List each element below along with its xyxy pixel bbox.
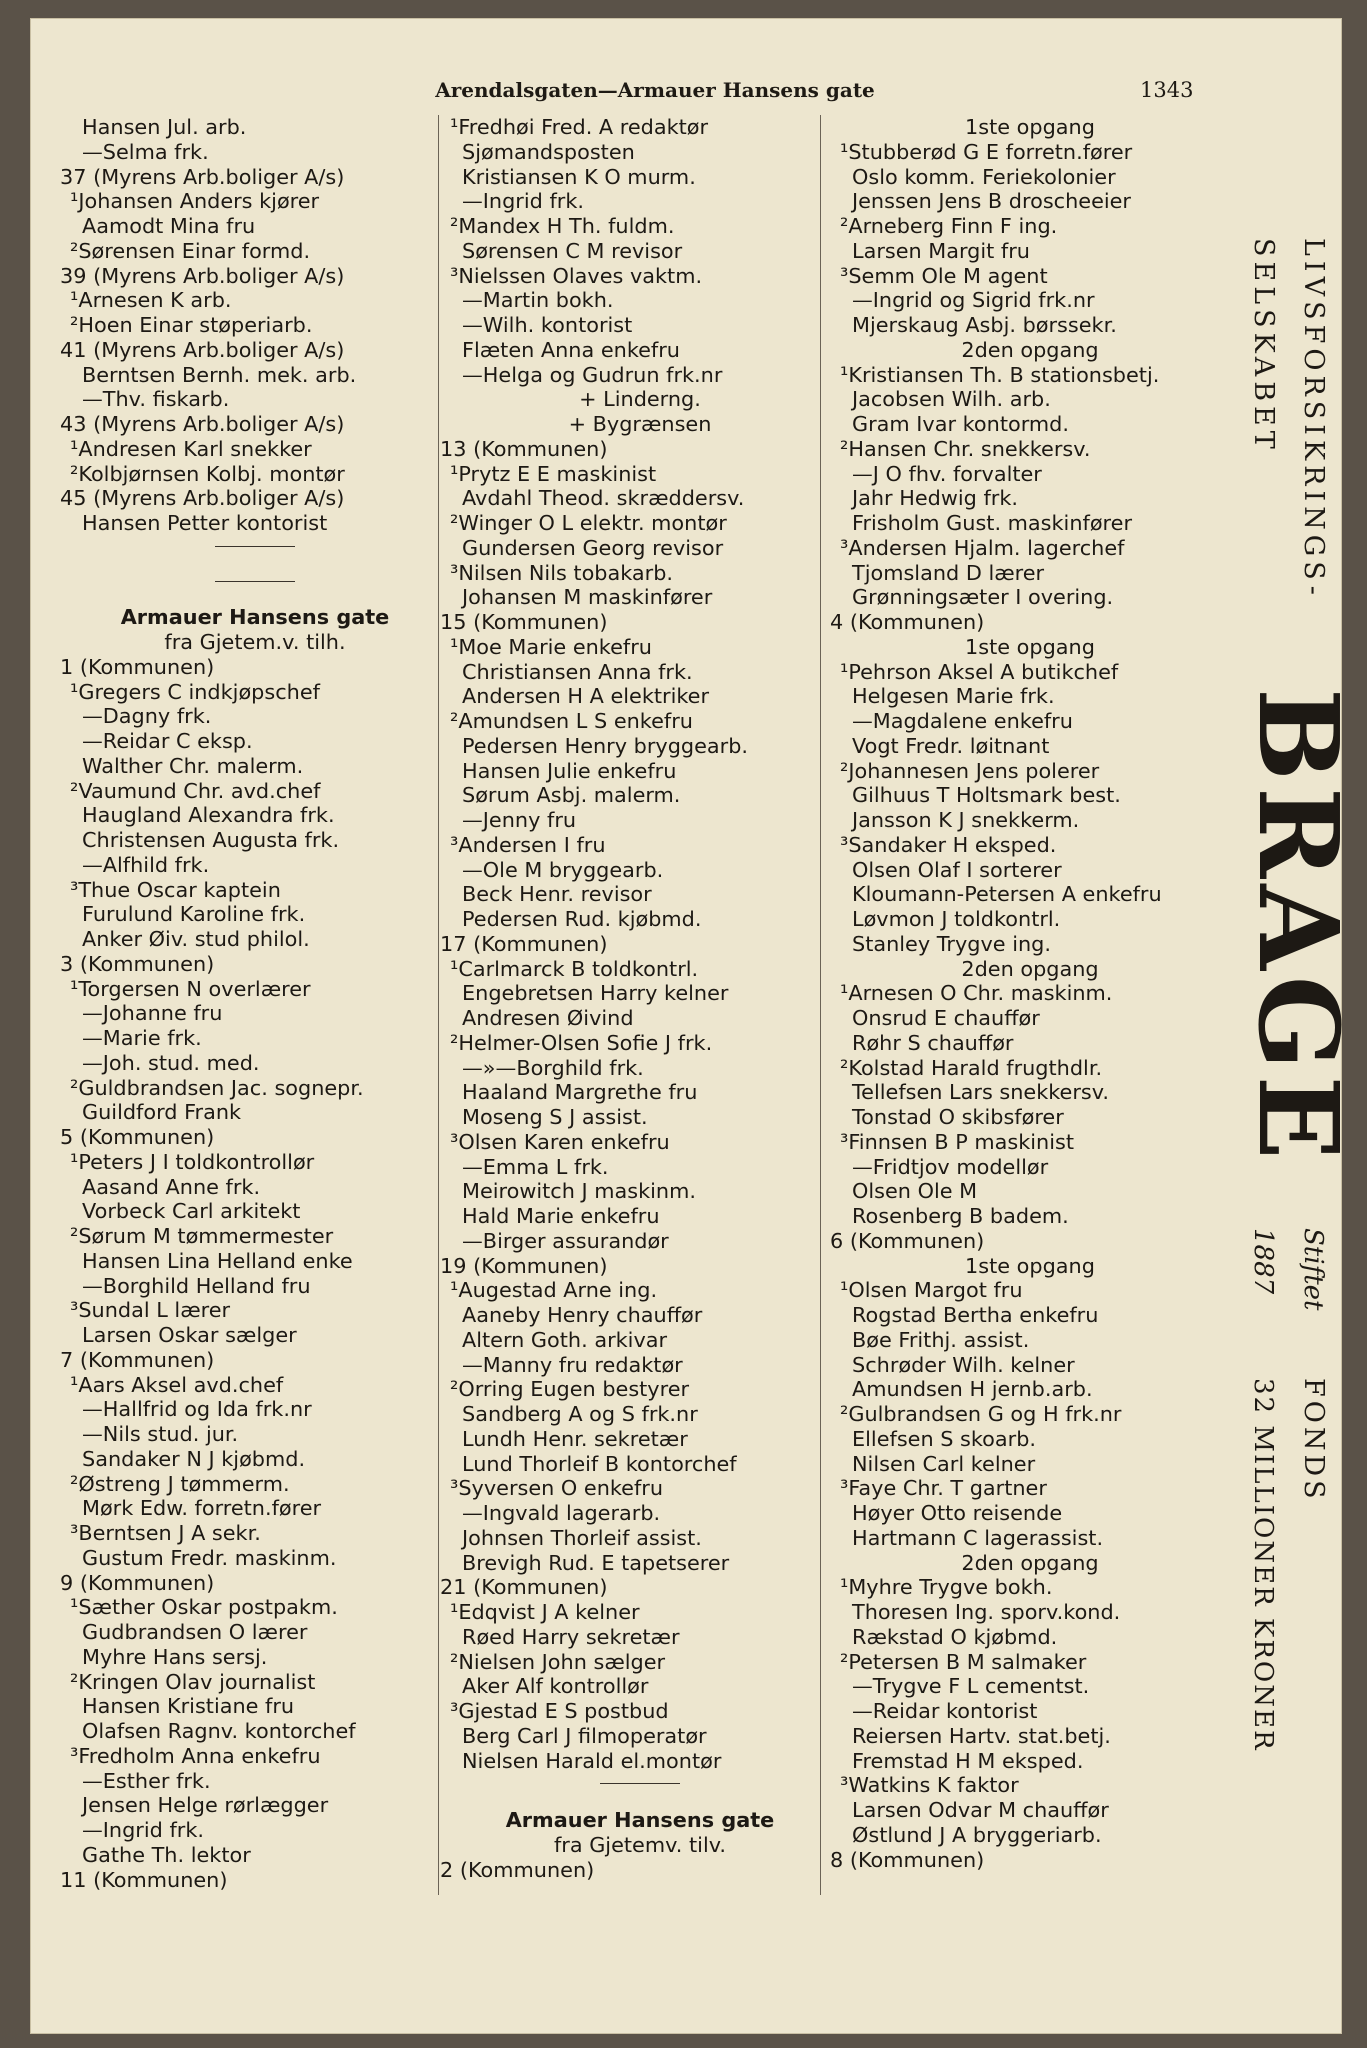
resident-entry: —Trygve F L cementst. [852, 1674, 1090, 1699]
resident-entry: Avdahl Theod. skræddersv. [462, 486, 745, 511]
house-number-entry: 37 (Myrens Arb.boliger A/s) [60, 164, 345, 189]
resident-entry: Vogt Fredr. løitnant [852, 733, 1050, 758]
resident-entry: Mjerskaug Asbj. børssekr. [852, 313, 1117, 337]
resident-entry: —»—Borghild frk. [462, 1055, 644, 1080]
ad-livsforsikrings: LIVSFORSIKRINGS- [1298, 238, 1329, 600]
resident-entry: Aamodt Mina fru [82, 214, 256, 238]
resident-entry: Sandaker N J kjøbmd. [82, 1446, 306, 1471]
resident-entry: —Hallfrid og Ida frk.nr [82, 1397, 312, 1422]
resident-entry: Stanley Trygve ing. [852, 931, 1051, 956]
resident-entry: —Selma frk. [82, 139, 209, 164]
resident-entry: ¹Pehrson Aksel A butikchef [840, 659, 1119, 684]
resident-entry: Tellefsen Lars snekkersv. [852, 1080, 1110, 1105]
resident-entry: ²Petersen B M salmaker [840, 1649, 1087, 1674]
resident-entry: Larsen Odvar M chauffør [852, 1798, 1109, 1822]
resident-entry: Berg Carl J filmoperatør [462, 1723, 707, 1748]
ad-year: 1887 [1248, 1228, 1278, 1295]
resident-entry: ³Sundal L lærer [70, 1298, 231, 1323]
resident-entry: Jahr Hedwig frk. [852, 486, 1018, 511]
resident-entry: —Magdalene enkefru [852, 709, 1073, 733]
resident-entry: Larsen Margit fru [852, 238, 1030, 263]
resident-entry: ³Finnsen B P maskinist [840, 1129, 1074, 1154]
resident-entry: Sørum Asbj. malerm. [462, 783, 681, 808]
resident-entry: Tjomsland D lærer [852, 560, 1045, 585]
resident-entry: —Martin bokh. [462, 288, 614, 313]
section-rule [60, 581, 450, 606]
resident-entry: ²Vaumund Chr. avd.chef [70, 778, 321, 803]
resident-entry: Bøe Frithj. assist. [852, 1327, 1030, 1352]
house-number-entry: 41 (Myrens Arb.boliger A/s) [60, 337, 345, 362]
house-number-entry: 17 (Kommunen) [440, 931, 608, 956]
street-heading: Armauer Hansens gate [505, 1808, 775, 1832]
house-number-entry: 6 (Kommunen) [830, 1228, 985, 1253]
resident-entry: —Borghild Helland fru [82, 1273, 311, 1298]
resident-entry: Nielsen Harald el.montør [462, 1748, 722, 1773]
resident-entry: ²Mandex H Th. fuldm. [450, 214, 675, 238]
page-number: 1343 [1140, 78, 1194, 102]
resident-entry: Sandberg A og S frk.nr [462, 1402, 698, 1426]
brage-advertisement [1234, 228, 1363, 1868]
resident-entry: Amundsen H jernb.arb. [852, 1377, 1093, 1402]
resident-entry: Johnsen Thorleif assist. [462, 1525, 702, 1550]
resident-entry: ³Faye Chr. T gartner [840, 1476, 1047, 1501]
resident-entry: Hansen Julie enkefru [462, 758, 677, 783]
resident-entry: ³Thue Oscar kaptein [70, 877, 281, 902]
resident-entry: Aasand Anne frk. [82, 1174, 261, 1199]
resident-entry: —Esther frk. [82, 1768, 211, 1793]
cross-street-marker: + Bygrænsen [568, 412, 712, 436]
column-divider [820, 115, 821, 1895]
column-divider [438, 115, 439, 1895]
resident-entry: Christensen Augusta frk. [82, 828, 340, 852]
section-rule [440, 1783, 840, 1808]
ad-amount: 32 MILLIONER KRONER [1248, 1378, 1278, 1752]
resident-entry: ²Østreng J tømmerm. [70, 1471, 290, 1496]
resident-entry: Rækstad O kjøbmd. [852, 1624, 1058, 1649]
page-header [30, 78, 1342, 108]
section-subheading: 2den opgang [961, 337, 1099, 362]
cross-street-marker: + Linderng. [579, 387, 701, 412]
resident-entry: —Johanne fru [82, 1001, 223, 1026]
house-number-entry: 3 (Kommunen) [60, 951, 215, 976]
resident-entry: Anker Øiv. stud philol. [82, 927, 310, 951]
house-number-entry: 9 (Kommunen) [60, 1570, 215, 1595]
resident-entry: Jensen Helge rørlægger [82, 1793, 329, 1818]
resident-entry: Lund Thorleif B kontorchef [462, 1451, 737, 1476]
ad-fonds: FONDS [1298, 1378, 1329, 1503]
divider-rule [215, 546, 295, 547]
resident-entry: Olafsen Ragnv. kontorchef [82, 1719, 356, 1743]
directory-column-1 [60, 115, 450, 1892]
resident-entry: Aker Alf kontrollør [462, 1674, 649, 1699]
resident-entry: Tonstad O skibsfører [852, 1105, 1064, 1129]
resident-entry: ³Nilsen Nils tobakarb. [450, 560, 674, 585]
resident-entry: —Fridtjov modellør [852, 1154, 1049, 1179]
resident-entry: —Joh. stud. med. [82, 1050, 260, 1075]
resident-entry: Reiersen Hartv. stat.betj. [852, 1723, 1111, 1748]
house-number-entry: 13 (Kommunen) [440, 436, 608, 461]
resident-entry: ¹Torgersen N overlærer [70, 976, 311, 1001]
resident-entry: —Manny fru redaktør [462, 1352, 683, 1377]
resident-entry: Pedersen Rud. kjøbmd. [462, 907, 702, 931]
directory-column-3 [830, 115, 1230, 1872]
resident-entry: ³Nielssen Olaves vaktm. [450, 263, 703, 288]
section-subheading: 1ste opgang [965, 634, 1095, 659]
resident-entry: Haaland Margrethe fru [462, 1080, 698, 1105]
directory-page [30, 18, 1363, 2034]
resident-entry: —Ole M bryggearb. [462, 857, 664, 882]
resident-entry: ²Gulbrandsen G og H frk.nr [840, 1402, 1122, 1426]
resident-entry: Johansen M maskinfører [462, 585, 713, 610]
resident-entry: —Ingvald lagerarb. [462, 1501, 661, 1525]
resident-entry: ³Fredholm Anna enkefru [70, 1743, 321, 1768]
house-number-entry: 43 (Myrens Arb.boliger A/s) [60, 412, 345, 436]
resident-entry: ¹Johansen Anders kjører [70, 189, 320, 214]
resident-entry: Sjømandsposten [462, 139, 635, 164]
resident-entry: Hansen Petter kontorist [82, 511, 328, 535]
house-number-entry: 11 (Kommunen) [60, 1867, 228, 1892]
resident-entry: Hansen Kristiane fru [82, 1694, 295, 1719]
resident-entry: Høyer Otto reisende [852, 1501, 1063, 1525]
resident-entry: —Alfhild frk. [82, 852, 210, 877]
resident-entry: ³Semm Ole M agent [840, 263, 1048, 288]
resident-entry: ¹Andresen Karl snekker [70, 436, 312, 461]
resident-entry: ²Sørum M tømmermester [70, 1224, 334, 1248]
resident-entry: —Helga og Gudrun frk.nr [462, 362, 723, 387]
resident-entry: ¹Edqvist J A kelner [450, 1600, 640, 1624]
resident-entry: ³Watkins K faktor [840, 1773, 1019, 1798]
resident-entry: ²Kolbjørnsen Kolbj. montør [70, 461, 345, 486]
resident-entry: Lundh Henr. sekretær [462, 1426, 688, 1451]
resident-entry: ¹Stubberød G E forretn.fører [840, 139, 1133, 164]
house-number-entry: 21 (Kommunen) [440, 1575, 608, 1600]
resident-entry: Hansen Lina Helland enke [82, 1248, 353, 1273]
resident-entry: ¹Myhre Trygve bokh. [840, 1575, 1053, 1600]
resident-entry: Furulund Karoline frk. [82, 902, 306, 927]
resident-entry: Mørk Edw. forretn.fører [82, 1496, 322, 1521]
resident-entry: —Birger assurandør [462, 1228, 669, 1253]
resident-entry: —Ingrid frk. [82, 1818, 204, 1842]
house-number-entry: 5 (Kommunen) [60, 1125, 215, 1149]
resident-entry: Oslo komm. Feriekolonier [852, 164, 1116, 189]
resident-entry: ²Guldbrandsen Jac. sognepr. [70, 1075, 364, 1100]
resident-entry: ³Gjestad E S postbud [450, 1699, 669, 1723]
resident-entry: Ellefsen S skoarb. [852, 1426, 1037, 1451]
resident-entry: Guildford Frank [82, 1100, 242, 1125]
resident-entry: Gathe Th. lektor [82, 1842, 251, 1867]
resident-entry: Hansen Jul. arb. [82, 115, 247, 139]
resident-entry: ²Amundsen L S enkefru [450, 709, 693, 733]
resident-entry: Schrøder Wilh. kelner [852, 1352, 1075, 1377]
resident-entry: ¹Fredhøi Fred. A redaktør [450, 115, 709, 139]
resident-entry: Larsen Oskar sælger [82, 1323, 297, 1347]
resident-entry: ²Johannesen Jens polerer [840, 758, 1100, 783]
resident-entry: Haugland Alexandra frk. [82, 803, 335, 828]
section-rule [60, 546, 450, 571]
resident-entry: ¹Moe Marie enkefru [450, 634, 652, 659]
resident-entry: Myhre Hans sersj. [82, 1644, 268, 1669]
resident-entry: ¹Prytz E E maskinist [450, 461, 657, 486]
resident-entry: ²Kolstad Harald frugthdlr. [840, 1055, 1103, 1080]
resident-entry: Altern Goth. arkivar [462, 1327, 668, 1352]
resident-entry: Kloumann-Petersen A enkefru [852, 882, 1162, 907]
section-subheading: 1ste opgang [965, 115, 1095, 139]
resident-entry: —Reidar kontorist [852, 1699, 1038, 1723]
resident-entry: ²Hansen Chr. snekkersv. [840, 436, 1091, 461]
resident-entry: Andresen Øivind [462, 1006, 634, 1030]
resident-entry: —Nils stud. jur. [82, 1422, 239, 1446]
resident-entry: Hartmann C lagerassist. [852, 1525, 1104, 1550]
resident-entry: Pedersen Henry bryggearb. [462, 733, 749, 758]
resident-entry: ³Olsen Karen enkefru [450, 1129, 670, 1154]
resident-entry: —Emma L frk. [462, 1154, 609, 1179]
divider-rule [215, 581, 295, 582]
house-number-entry: 15 (Kommunen) [440, 610, 608, 634]
resident-entry: ²Kringen Olav journalist [70, 1669, 316, 1694]
house-number-entry: 1 (Kommunen) [60, 654, 215, 679]
resident-entry: —Reidar C eksp. [82, 729, 253, 753]
resident-entry: Løvmon J toldkontrl. [852, 907, 1061, 931]
resident-entry: Berntsen Bernh. mek. arb. [82, 362, 357, 387]
resident-entry: Hald Marie enkefru [462, 1204, 660, 1228]
house-number-entry: 39 (Myrens Arb.boliger A/s) [60, 263, 345, 288]
section-subheading: 1ste opgang [965, 1253, 1095, 1278]
resident-entry: —Dagny frk. [82, 704, 212, 729]
resident-entry: Gram Ivar kontormd. [852, 412, 1069, 436]
resident-entry: Rogstad Bertha enkefru [852, 1303, 1099, 1327]
resident-entry: ²Nielsen John sælger [450, 1649, 666, 1674]
house-number-entry: 19 (Kommunen) [440, 1253, 608, 1278]
resident-entry: ¹Gregers C indkjøpschef [70, 679, 320, 704]
resident-entry: Gundersen Georg revisor [462, 535, 724, 560]
ad-stiftet: Stiftet [1298, 1228, 1328, 1311]
resident-entry: Gustum Fredr. maskinm. [82, 1545, 337, 1570]
house-number-entry: 45 (Myrens Arb.boliger A/s) [60, 486, 345, 511]
resident-entry: ³Andersen I fru [450, 832, 606, 857]
house-number-entry: 4 (Kommunen) [830, 610, 985, 634]
resident-entry: Olsen Ole M [852, 1179, 978, 1204]
ad-selskabet: SELSKABET [1248, 238, 1279, 454]
resident-entry: Sørensen C M revisor [462, 238, 683, 263]
resident-entry: —Jenny fru [462, 808, 577, 832]
resident-entry: ³Berntsen J A sekr. [70, 1521, 261, 1545]
resident-entry: ²Winger O L elektr. montør [450, 511, 727, 535]
section-subheading: fra Gjetemv. tilv. [553, 1832, 727, 1857]
resident-entry: Onsrud E chauffør [852, 1006, 1040, 1030]
resident-entry: Gilhuus T Holtsmark best. [852, 783, 1121, 808]
resident-entry: ¹Olsen Margot fru [840, 1278, 1023, 1303]
resident-entry: ¹Peters J I toldkontrollør [70, 1149, 315, 1174]
resident-entry: ²Sørensen Einar formd. [70, 238, 311, 263]
resident-entry: Moseng S J assist. [462, 1105, 648, 1129]
ad-brand-name: BRAGE [1234, 688, 1363, 1166]
resident-entry: ²Helmer-Olsen Sofie J frk. [450, 1030, 713, 1055]
resident-entry: Brevigh Rud. E tapetserer [462, 1550, 730, 1575]
resident-entry: ³Sandaker H eksped. [840, 832, 1057, 857]
resident-entry: ¹Arnesen K arb. [70, 288, 232, 313]
resident-entry: Fremstad H M eksped. [852, 1748, 1084, 1773]
resident-entry: ²Arneberg Finn F ing. [840, 214, 1058, 238]
resident-entry: Grønningsæter I overing. [852, 585, 1114, 610]
resident-entry: ¹Carlmarck B toldkontrl. [450, 956, 699, 981]
running-title: Arendalsgaten—Armauer Hansens gate [435, 78, 875, 102]
resident-entry: Frisholm Gust. maskinfører [852, 511, 1132, 535]
resident-entry: Nilsen Carl kelner [852, 1451, 1036, 1476]
house-number-entry: 2 (Kommunen) [440, 1857, 595, 1882]
resident-entry: —Thv. fiskarb. [82, 387, 230, 412]
section-subheading: 2den opgang [961, 956, 1099, 981]
resident-entry: Rosenberg B badem. [852, 1204, 1069, 1228]
resident-entry: ¹Arnesen O Chr. maskinm. [840, 981, 1113, 1006]
house-number-entry: 7 (Kommunen) [60, 1347, 215, 1372]
resident-entry: ¹Sæther Oskar postpakm. [70, 1595, 338, 1620]
resident-entry: Meirowitch J maskinm. [462, 1179, 696, 1204]
resident-entry: Aaneby Henry chauffør [462, 1303, 703, 1327]
resident-entry: Kristiansen K O murm. [462, 164, 696, 189]
house-number-entry: 8 (Kommunen) [830, 1847, 985, 1872]
resident-entry: ²Orring Eugen bestyrer [450, 1377, 690, 1402]
resident-entry: Gudbrandsen O lærer [82, 1620, 308, 1644]
resident-entry: Flæten Anna enkefru [462, 337, 680, 362]
resident-entry: —Ingrid frk. [462, 189, 584, 214]
resident-entry: —Marie frk. [82, 1026, 202, 1050]
resident-entry: ³Syversen O enkefru [450, 1476, 664, 1501]
resident-entry: —Wilh. kontorist [462, 313, 633, 337]
resident-entry: ³Andersen Hjalm. lagerchef [840, 535, 1125, 560]
section-subheading: fra Gjetem.v. tilh. [164, 630, 346, 654]
resident-entry: Østlund J A bryggeriarb. [852, 1822, 1102, 1847]
resident-entry: ¹Augestad Arne ing. [450, 1278, 658, 1303]
resident-entry: Olsen Olaf I sorterer [852, 857, 1062, 882]
resident-entry: Engebretsen Harry kelner [462, 981, 729, 1006]
resident-entry: Helgesen Marie frk. [852, 684, 1055, 709]
resident-entry: Røhr S chauffør [852, 1030, 1014, 1055]
section-subheading: 2den opgang [961, 1550, 1099, 1575]
resident-entry: Christiansen Anna frk. [462, 659, 693, 684]
resident-entry: Beck Henr. revisor [462, 882, 652, 907]
resident-entry: ¹Aars Aksel avd.chef [70, 1372, 284, 1397]
resident-entry: Jenssen Jens B droscheeier [852, 189, 1131, 214]
resident-entry: ²Hoen Einar støperiarb. [70, 313, 313, 337]
resident-entry: Jacobsen Wilh. arb. [852, 387, 1051, 412]
resident-entry: —J O fhv. forvalter [852, 461, 1042, 486]
resident-entry: —Ingrid og Sigrid frk.nr [852, 288, 1095, 313]
divider-rule [600, 1783, 680, 1784]
resident-entry: Walther Chr. malerm. [82, 753, 304, 778]
resident-entry: Røed Harry sekretær [462, 1624, 680, 1649]
resident-entry: Vorbeck Carl arkitekt [82, 1199, 301, 1224]
resident-entry: Andersen H A elektriker [462, 684, 710, 709]
resident-entry: Jansson K J snekkerm. [852, 808, 1080, 832]
directory-column-2 [440, 115, 840, 1882]
resident-entry: ¹Kristiansen Th. B stationsbetj. [840, 362, 1160, 387]
street-heading: Armauer Hansens gate [120, 605, 390, 630]
resident-entry: Thoresen Ing. sporv.kond. [852, 1600, 1121, 1624]
